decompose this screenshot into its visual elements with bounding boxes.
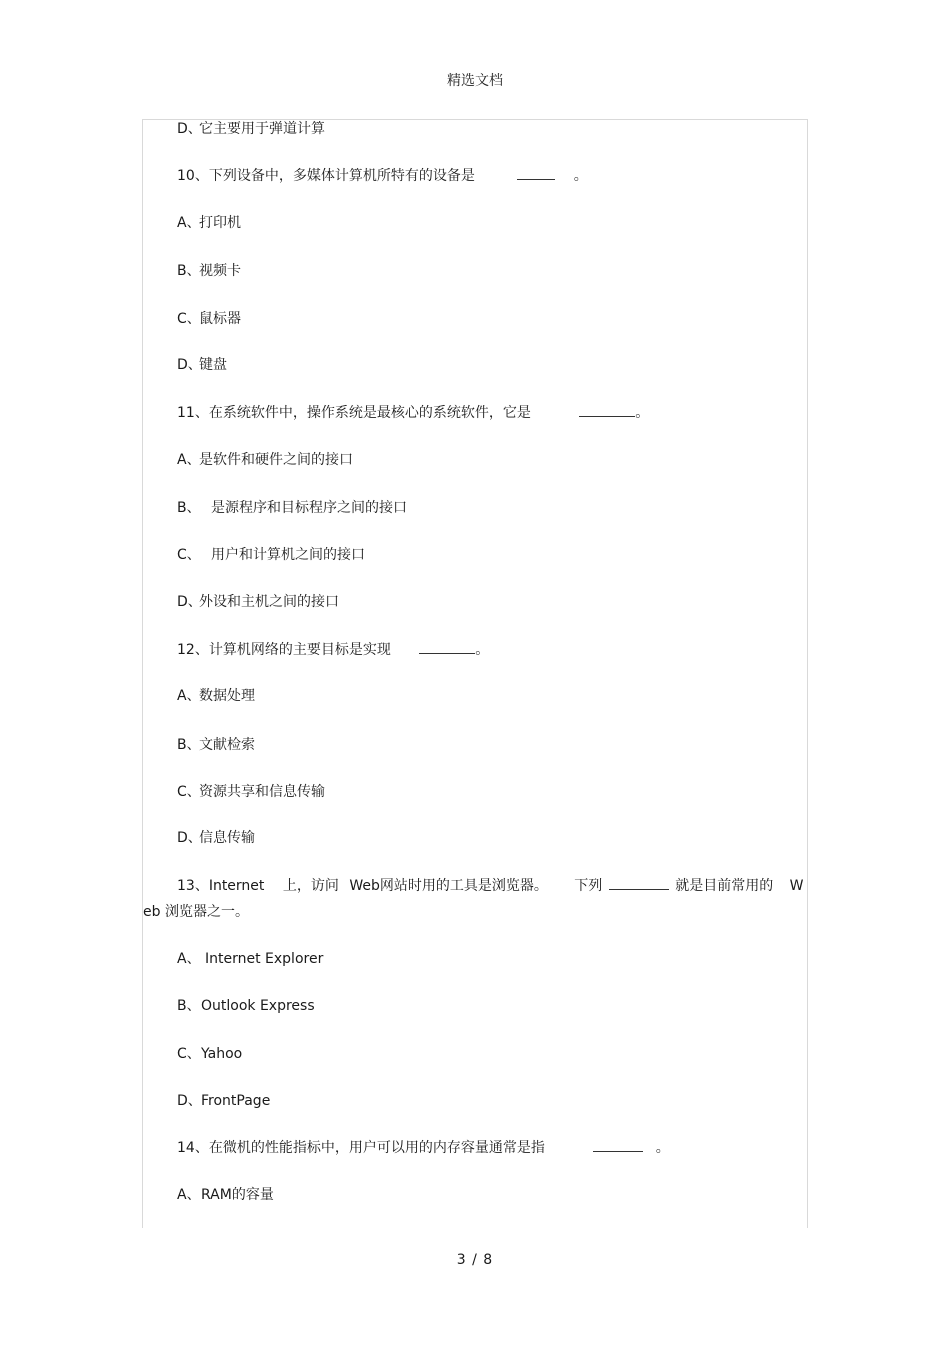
answer-blank [579,404,635,417]
text-fragment: A、 [177,688,201,704]
text-fragment: Outlook Express [201,998,315,1014]
text-fragment: 资源共享和信息传输 [199,784,325,800]
text-fragment: 13、Internet [177,878,265,894]
question-12 [177,641,489,659]
text-fragment: 14、在微机的性能指标中，用户可以用的内存容量通常是指 [177,1140,545,1156]
option-11c [177,546,365,564]
text-fragment: 11、在系统软件中，操作系统是最核心的系统软件，它是 [177,405,531,421]
answer-blank [609,877,669,890]
text-fragment: 12、计算机网络的主要目标是实现 [177,642,391,658]
option-13b [177,997,315,1015]
text-fragment: 是软件和硬件之间的接口 [199,452,353,468]
text-fragment: 就是目前常用的 [675,878,774,894]
option-13c [177,1045,242,1063]
option-11b [177,499,407,517]
answer-blank [419,641,475,654]
text-fragment: Yahoo [201,1046,243,1062]
text-fragment: C、 [177,311,201,327]
text-fragment: 打印机 [199,215,241,231]
text-fragment: 用户和计算机之间的接口 [211,547,365,563]
text-fragment: 。 [573,168,588,184]
text-fragment: A、 [177,452,201,468]
text-fragment: C、 [177,547,201,563]
question-10 [177,167,588,185]
text-fragment: FrontPage [201,1093,271,1109]
text-fragment: 是源程序和目标程序之间的接口 [211,500,407,516]
option-14a [177,1186,274,1204]
page-number: 3 / 8 [456,1252,494,1268]
text-fragment: D、 [177,121,202,137]
text-fragment: 键盘 [199,357,227,373]
option-10a [177,214,241,232]
text-fragment: 。 [655,1140,670,1156]
text-fragment: RAM的容量 [201,1187,274,1203]
text-fragment: B、 [177,998,201,1014]
text-fragment: Internet Explorer [205,951,324,967]
text-fragment: B、 [177,737,201,753]
text-fragment: 外设和主机之间的接口 [199,594,339,610]
question-13-continuation: eb 浏览器之一。 [143,904,249,920]
text-fragment: 数据处理 [199,688,255,704]
question-13 [177,877,804,895]
option-11d [177,593,339,611]
text-fragment: 信息传输 [199,830,255,846]
text-fragment: A、 [177,951,201,967]
text-fragment: 视频卡 [199,263,241,279]
text-fragment: 文献检索 [199,737,255,753]
text-fragment: 上，访问 [282,878,339,894]
text-fragment: Web网站时用的工具是浏览器。 [349,878,548,894]
text-fragment: C、 [177,1046,201,1062]
text-fragment: A、 [177,1187,201,1203]
text-fragment: W [789,878,804,894]
option-10b [177,262,241,280]
text-fragment: D、 [177,594,202,610]
option-9d [177,120,325,138]
text-fragment: B、 [177,500,201,516]
text-fragment: 10、下列设备中，多媒体计算机所特有的设备是 [177,168,475,184]
text-fragment: 。 [635,405,650,421]
text-fragment: D、 [177,357,202,373]
option-10d [177,356,227,374]
option-13a [177,950,323,968]
text-fragment: B、 [177,263,201,279]
text-fragment: 它主要用于弹道计算 [199,121,325,137]
text-fragment: D、 [177,1093,202,1109]
text-fragment: 下列 [574,878,603,894]
answer-blank [517,167,555,180]
question-11 [177,404,649,422]
text-fragment: D、 [177,830,202,846]
answer-blank [593,1139,643,1152]
page-header-title: 精选文档 [447,73,503,89]
option-10c [177,310,241,328]
text-fragment: C、 [177,784,201,800]
option-13d [177,1092,270,1110]
option-12a [177,687,255,705]
option-11a [177,451,353,469]
option-12c [177,783,325,801]
text-fragment: A、 [177,215,201,231]
option-12d [177,829,255,847]
question-14 [177,1139,670,1157]
option-12b [177,736,255,754]
text-fragment: 鼠标器 [199,311,241,327]
text-fragment: 。 [475,642,490,658]
